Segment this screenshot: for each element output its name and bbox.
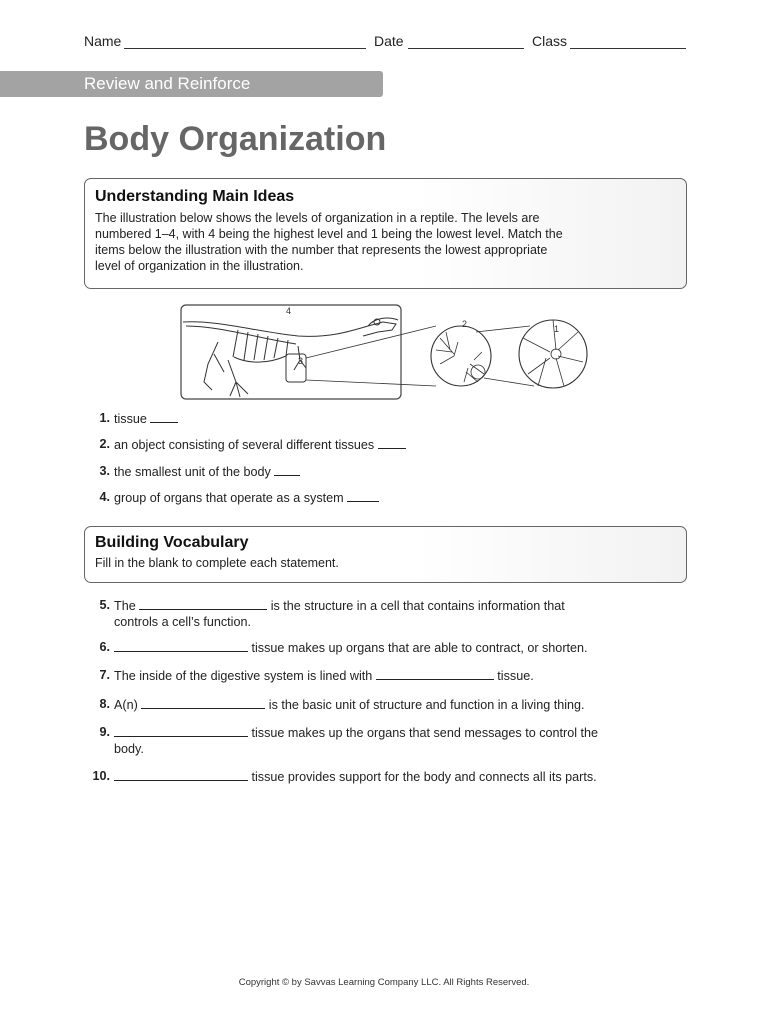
cell-circle [519,320,587,388]
name-field[interactable] [124,34,366,49]
list-item: 6. tissue makes up organs that are able to contract, or shorten. [99,640,588,655]
level-3-label: 3 [298,356,304,366]
list-item: 8. A(n) is the basic unit of structure and function in a living thing. [99,697,585,712]
list-item: 9. tissue makes up the organs that send messages to control the body. [99,725,599,756]
answer-blank[interactable] [114,639,248,652]
answer-blank[interactable] [139,597,267,610]
vocab-box [84,526,687,583]
copyright-footer: Copyright © by Savvas Learning Company LLC. All Rights Reserved. [238,977,530,988]
list-item: 5. The is the structure in a cell that contains information that controls a cell’s function. [99,598,565,629]
list-item: 2. an object consisting of several different tissues [84,436,406,453]
main-ideas-box [84,178,687,289]
main-ideas-line: numbered 1–4, with 4 being the highest level and 1 being the lowest level. Match the [95,227,563,241]
answer-blank[interactable] [376,667,494,680]
answer-blank[interactable] [150,410,178,423]
reptile-organization-illustration [178,302,594,402]
main-ideas-line: items below the illustration with the number that represents the lowest appropriate [95,243,548,257]
class-label: Class [532,33,568,49]
tissue-circle [431,326,491,386]
answer-blank[interactable] [378,436,406,449]
list-item: 10. tissue provides support for the body and connects all its parts. [92,769,597,784]
level-4-label: 4 [286,306,292,316]
list-item: 1. tissue [84,410,178,427]
list-item: 4. group of organs that operate as a system [84,489,379,506]
main-ideas-line: The illustration below shows the levels of organization in a reptile. The levels are [95,211,540,225]
section-banner [0,71,383,97]
date-label: Date [374,33,404,49]
main-ideas-line: level of organization in the illustration. [95,259,304,273]
list-item: 3. the smallest unit of the body [84,463,300,480]
answer-blank[interactable] [274,463,300,476]
answer-blank[interactable] [141,696,265,709]
level-2-label: 2 [462,319,468,329]
name-label: Name [84,33,122,49]
answer-blank[interactable] [347,489,379,502]
answer-blank[interactable] [114,768,248,781]
list-item: 7. The inside of the digestive system is lined with tissue. [99,668,534,683]
answer-blank[interactable] [114,724,248,737]
class-field[interactable] [570,34,686,49]
date-field[interactable] [408,34,524,49]
banner-label: Review and Reinforce [84,74,251,93]
vocab-heading: Building Vocabulary [95,534,249,551]
vocab-instruction: Fill in the blank to complete each statement. [95,556,339,570]
level-1-label: 1 [554,324,560,334]
page-title: Body Organization [84,120,387,158]
main-ideas-heading: Understanding Main Ideas [95,188,295,205]
